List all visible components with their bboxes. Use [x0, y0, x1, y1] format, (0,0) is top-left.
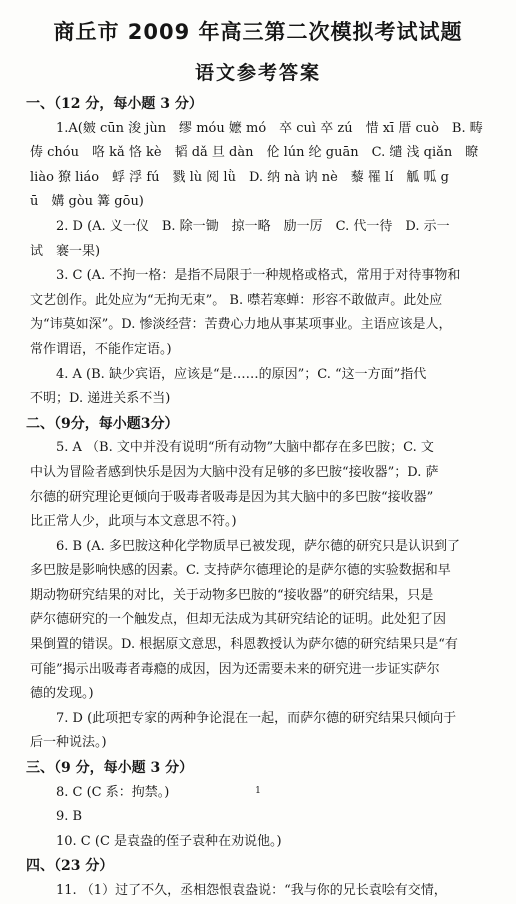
answer-line: 10. C (C 是袁盎的侄子袁种在劝说他。)	[56, 833, 282, 849]
answer-line: 7. D (此项把专家的两种争论混在一起，而萨尔德的研究结果只倾向于	[56, 710, 457, 726]
answer-line: 比正常人少，此项与本文意思不符。)	[30, 514, 237, 530]
answer-line: 文艺创作。此处应为“无拘无束”。 B. 噤若寒蝉：形容不敢做声。此处应	[30, 292, 443, 308]
section-heading: 三、（9 分，每小题 3 分）	[26, 760, 194, 777]
answer-line: 可能”揭示出吸毒者毒瘾的成因，因为还需要未来的研究进一步证实萨尔	[30, 661, 440, 677]
answer-line: 期动物研究结果的对比，关于动物多巴胺的“接收器”的研究结果，只是	[30, 587, 434, 603]
answer-line: 俦 chóu 咯 kǎ 恪 kè 韬 dǎ 旦 dàn 伦 lún 纶 guān C. 缱 浅 qiǎn 瞭	[30, 145, 479, 161]
answer-body	[26, 92, 498, 904]
document-title: 商丘市 2009 年高三第二次模拟考试试题	[53, 20, 463, 44]
answer-line: 11. （1）过了不久，丞相怨恨袁盎说：“我与你的兄长袁哙有交情，	[56, 883, 447, 898]
answer-line: 常作谓语，不能作定语。)	[30, 341, 172, 357]
answer-line: ū 媾 gòu 篝 gōu)	[30, 194, 144, 210]
answer-line: 试 褰一果)	[30, 243, 101, 259]
answer-line: 为“讳莫如深”。D. 惨淡经营：苦费心力地从事某项事业。主语应该是人，	[30, 317, 452, 333]
section-heading: 一、（12 分，每小题 3 分）	[26, 96, 203, 112]
answer-line: 中认为冒险者感到快乐是因为大脑中没有足够的多巴胺“接收器”；D. 萨	[30, 464, 439, 480]
answer-line: 1.A(皴 cūn 浚 jùn 缪 móu 嬷 mó 卒 cuì 卒 zú 惜 xī 厝 cuò B. 畴	[56, 120, 483, 136]
answer-line: 尔德的研究理论更倾向于吸毒者吸毒是因为其大脑中的多巴胺“接收器”	[30, 489, 434, 505]
document-subtitle: 语文参考答案	[194, 62, 321, 84]
answer-line: liào 獠 liáo 蜉 浮 fú 戮 lù 阅 lǜ D. 纳 nà 讷 nè 藜 罹 lí 觚 呱 g	[30, 169, 449, 185]
answer-line: 3. C (A. 不拘一格：是指不局限于一种规格或格式，常用于对待事物和	[56, 268, 461, 284]
answer-line: 多巴胺是影响快感的因素。C. 支持萨尔德理论的是萨尔德的实验数据和早	[30, 563, 451, 579]
section-heading: 四、（23 分）	[26, 858, 114, 875]
answer-line: 4. A (B. 缺少宾语，应该是“是……的原因”；C. “这一方面”指代	[56, 366, 427, 382]
answer-line: 后一种说法。)	[30, 735, 107, 751]
answer-line: 8. C (C 系：拘禁。)	[56, 784, 170, 800]
answer-line: 果倒置的错误。D. 根据原文意思，科恩教授认为萨尔德的研究结果只是“有	[30, 637, 458, 653]
answer-line: 5. A （B. 文中并没有说明“所有动物”大脑中都存在多巴胺；C. 文	[56, 440, 434, 456]
answer-line: 2. D (A. 义一仪 B. 除一锄 掠一略 励一厉 C. 代一待 D. 示一	[56, 218, 450, 234]
answer-line: 德的发现。)	[30, 686, 94, 702]
answer-line: 不明；D. 递进关系不当)	[30, 391, 171, 407]
answer-line: 9. B	[56, 809, 83, 825]
page-number: 1	[255, 786, 261, 796]
section-heading: 二、（9分，每小题3分）	[26, 415, 179, 432]
answer-line: 萨尔德研究的一个触发点，但却无法成为其研究结论的证明。此处犯了因	[30, 612, 447, 628]
answer-line: 6. B (A. 多巴胺这种化学物质早已被发现，萨尔德的研究只是认识到了	[56, 538, 460, 554]
